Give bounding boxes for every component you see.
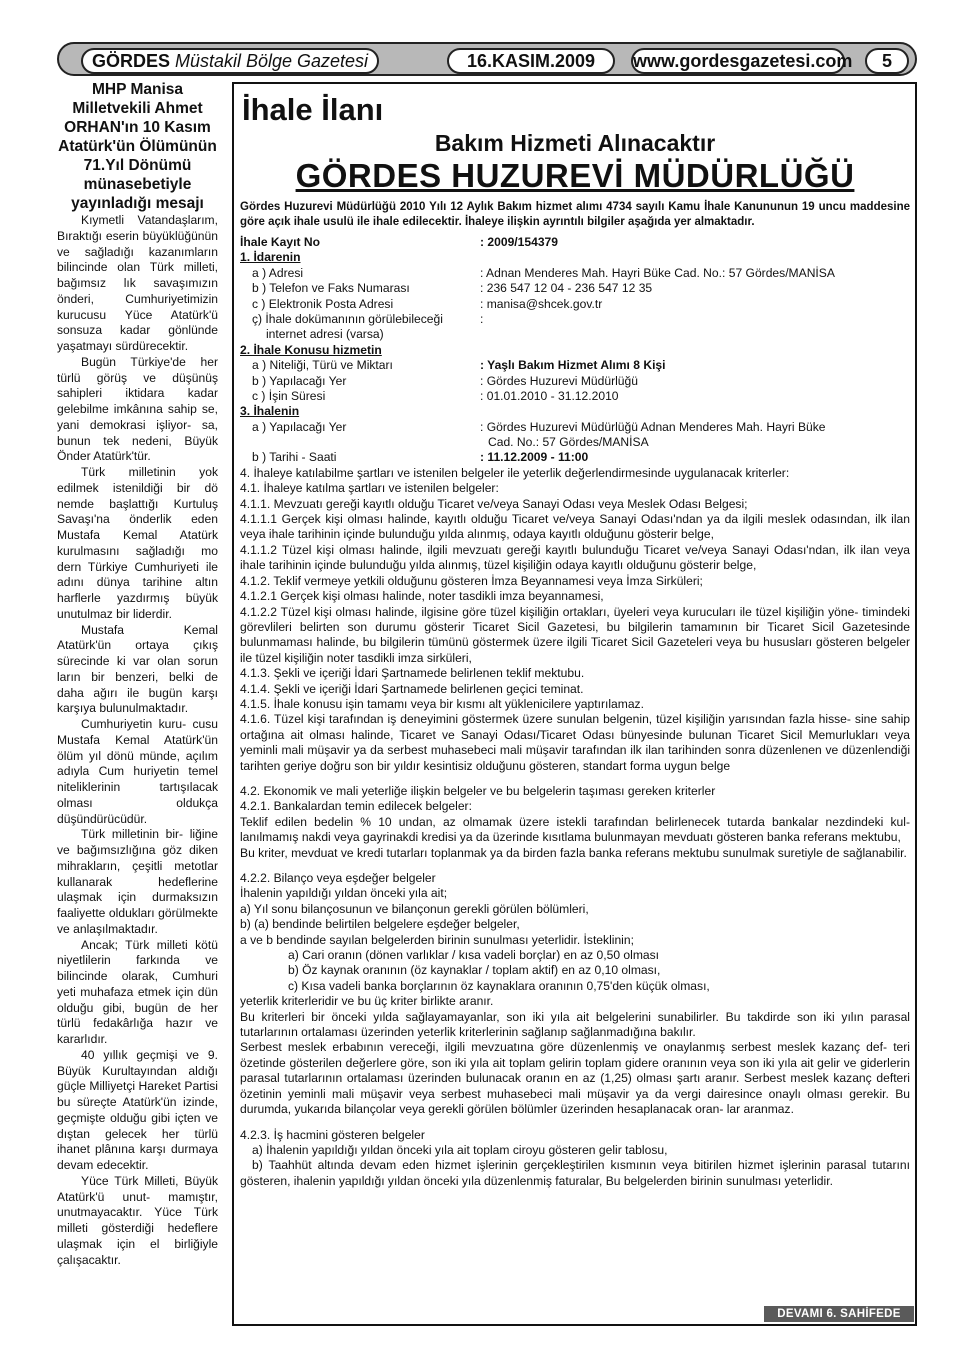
clause-4-2-1-text: Teklif edilen bedelin % 10 undan, az olmamak üzere istekli tarafından belirlenecek tutarda bankalar nezdindeki kul- lanılmamış nakdi veya gayrinakdi kredisi ya da üzerinde kısıtlama bulunmayan mevduatı gösteren banka referans mektubu,: [240, 814, 910, 845]
phone-row: b ) Telefon ve Faks Numarası : 236 547 12 04 - 236 547 12 35: [252, 281, 653, 296]
continued-on-page-badge: DEVAMI 6. SAHİFEDE: [764, 1306, 914, 1322]
left-paragraph: Türk milletinin yok edilmek istenildiği bir dö nemde başlattığı Kurtuluş Savaşı'na önderlik eden Mustafa Kemal Atatürk kurulmasını sağladığı mo dern Türkiye Cumhuriyeti ile adını dünya tarihine altın harflerle yazdırmış büyük unutulmaz bir liderdir.: [57, 465, 218, 621]
registration-value: : 2009/154379: [480, 235, 559, 249]
clause-4-1-5: 4.1.5. İhale konusu işin tamamı veya bir kısmı alt yüklenicilere yaptırılamaz.: [240, 696, 644, 711]
left-column-article: [57, 80, 218, 1268]
clause-4: 4. İhaleye katılabilme şartları ve istenilen belgeler ile yeterlik değerlendirmesinde uygulanacak kriterler:: [240, 465, 790, 480]
issue-date: 16.KASIM.2009: [447, 48, 615, 74]
left-paragraph: Bugün Türkiye'de her türlü görüş ve düşünüş sahipleri iktidara kadar gelebilme imkânına sahip se, yani demokrasi işliyor- sa, bunun tek nedeni, Büyük Önder Atatürk'tür.: [57, 354, 218, 464]
notice-heading: İhale İlanı: [242, 92, 384, 127]
clause-4-2-2-b: b) (a) bendinde belirtilen belgelere eşdeğer belgeler,: [240, 917, 520, 932]
institution-name: GÖRDES HUZUREVİ MÜDÜRLÜĞÜ: [295, 157, 855, 194]
criteria-note: yeterlik kriterleridir ve bu üç kriter birlikte aranır.: [240, 994, 494, 1009]
freelance-note: Serbest meslek erbabının vereceği, ilgili mevzuatına göre düzenlenmiş ve onaylanmış serbest meslek kazanç def- teri özetinde gösterilen değerlere göre, son iki yıla ait toplam gelirin toplam gidere oranının veya son iki yıla ait gelir ve giderlerin parasal tutarlarının ortalaması üzerinden bulunacak oranın en az (1,25) olması şartı aranır. Serbest meslek kazanç defteri özetinin yeminli mali müşavir veya serbest muhasebeci mali müşavir ya da vergi dairesince onaylı olması gerekir. Bu durumda, yukarıda bilançolar veya gerekli görülen bölümler üzerinden hesaplanacak oran- lar aranmaz.: [240, 1040, 910, 1117]
section-3-title: 3. İhalenin: [240, 404, 300, 419]
clause-4-1-1: 4.1.1. Mevzuatı gereği kayıtlı olduğu Ticaret ve/veya Sanayi Odası veya Meslek Odası Belgesi;: [240, 496, 748, 511]
address-row: a ) Adresi : Adnan Menderes Mah. Hayri Büke Cad. No.: 57 Gördes/MANİSA: [252, 265, 835, 280]
email-row: c ) Elektronik Posta Adresi : manisa@shcek.gov.tr: [252, 296, 603, 311]
clause-4-2-1-note: Bu kriter, mevduat ve kredi tutarları toplanmak ya da birden fazla banka referans mektubu sunulmak suretiyle de sağlanabilir.: [240, 845, 907, 860]
clause-4-2-3: 4.2.3. İş hacmini gösteren belgeler: [240, 1127, 425, 1142]
left-paragraph: Yüce Türk Milleti, Büyük Atatürk'ü unut- mamıştır, unutmayacaktır. Yüce Türk milleti gösterdiği hedeflere ulaşmak için el birliğiyle çalışacaktır.: [57, 1173, 218, 1267]
tender-notice-box: [232, 82, 917, 1326]
two-year-note: Bu kriterleri bir önceki yılda sağlayamayanlar, son iki yıla ait belgelerini sunabilirler. Bu takdirde son iki yılın parasal tutarlarının ortalaması üzerinden yeterlik kriterlerinin sağlanıp sağlanmadığına bakılır.: [240, 1009, 910, 1040]
clause-4-2-2-a: a) Yıl sonu bilançosunun ve bilançonun gerekli görülen bölümleri,: [240, 901, 589, 916]
service-duration-row: c ) İşin Süresi : 01.01.2010 - 31.12.2010: [252, 388, 619, 403]
clause-4-1-6: 4.1.6. Tüzel kişi tarafından iş deneyimini göstermek üzere sunulan belgenin, tüzel kişiliğin yarısından fazla hisse- sine sahip ortağına ait olması halinde, Ticaret ve Sanayi Odası/Ticaret Odası bünyesinde bulunan Ticaret Sicil Memurlukları veya yeminli mali müşavir ya da serbest muhasebeci mali müşavir tarafından ilk ilan tarihinden sonra düzenlenen ve düzenlendiği tarihten geriye doğru son bir yıldır kesintisiz olduğunu gösteren, standart forma uygun belge: [240, 712, 910, 773]
clause-4-1-3: 4.1.3. Şekli ve içeriği İdari Şartnamede belirlenen teklif mektubu.: [240, 666, 585, 681]
left-paragraph: Cumhuriyetin kuru- cusu Mustafa Kemal Atatürk'ün ölüm yıl dönü münde, açılım adıyla Cum huriyetin temel niteliklerinin tartışılacak olması oldukça düşündürücüdür.: [57, 717, 218, 826]
paper-name: GÖRDES: [91, 51, 170, 71]
clause-4-1-1-2: 4.1.1.2 Tüzel kişi olması halinde, ilgili mevzuatı gereği kayıtlı bulunduğu Ticaret ve/veya Sanayi Odası'ndan, ilk ilan veya ihale tarihinin içinde bulunduğu yılda alınmış, tüzel kişiliğin odaya kayıtlı olduğunu gösterir belge,: [240, 542, 910, 573]
page-number: 5: [865, 48, 909, 74]
clause-4-1-1-1: 4.1.1.1 Gerçek kişi olması halinde, kayıtlı olduğu Ticaret ve/veya Sanayi Odası'ndan ya da ilgili meslek odasından, ilk ilan veya ihale tarihinin içinde bulunduğu yılda alınmış, odaya kayıtlı olduğunu gösterir belge,: [240, 512, 910, 542]
tender-location-row-2: Cad. No.: 57 Gördes/MANİSA: [488, 435, 649, 450]
clause-4-1-2: 4.1.2. Teklif vermeye yetkili olduğunu gösteren İmza Beyannamesi veya İmza Sirküleri;: [240, 573, 703, 588]
paper-subtitle: Müstakil Bölge Gazetesi: [174, 51, 369, 71]
section-2-title: 2. İhale Konusu hizmetin: [240, 342, 382, 357]
left-paragraph: Mustafa Kemal Atatürk'ün ortaya çıkış sürecinde ki var olan sorun ların bir benzeri, belki de daha ağırı ile bugün karşı karşıya bulunulmaktadır.: [57, 622, 218, 716]
criterion-c: c) Kısa vadeli banka borçlarının öz kaynaklara oranının 0,75'den küçük olması,: [288, 978, 710, 993]
clause-4-2-2-note: a ve b bendinde sayılan belgelerden birinin sunulması yeterlidir. İsteklinin;: [240, 932, 634, 947]
notice-subtitle: Bakım Hizmeti Alınacaktır: [434, 130, 716, 156]
clause-4-1-2-2: 4.1.2.2 Tüzel kişi olması halinde, ilgisine göre tüzel kişiliğin ortakları, üyeleri veya kurucuları ile tüzel kişiliğin yöne- timindeki görevlileri belirten son durumu gösterir Ticaret Sicil Gazetesi, bu bilgilerin tamamının bir Ticaret Sicil Gazetesinde bulunmaması halinde, bu bilgilerin tümünü göstermek üzere ilgili Ticaret Sicil Gazeteleri veya bu hususları gösteren belgeler ile tüzel kişiliğin noter tasdikli imza sirküleri,: [240, 604, 910, 665]
service-location-row: b ) Yapılacağı Yer : Gördes Huzurevi Müdürlüğü: [252, 373, 638, 388]
left-paragraph: Ancak; Türk milleti kötü niyetlilerin farkında ve bilincinde olarak, Cumhuri yeti muhafaza etmek için dün olduğu gibi, bugün de her türlü fedakârlığa hazır ve kararlıdır.: [57, 937, 218, 1046]
clause-4-2: 4.2. Ekonomik ve mali yeterliğe ilişkin belgeler ve bu belgelerin taşıması gereken kriterler: [240, 783, 716, 798]
clause-4-2-2: 4.2.2. Bilanço veya eşdeğer belgeler: [240, 871, 436, 886]
clause-4-1-2-1: 4.1.2.1 Gerçek kişi olması halinde, noter tasdikli imza beyannamesi,: [240, 589, 604, 604]
clause-4-1-4: 4.1.4. Şekli ve içeriği İdari Şartnamede belirlenen geçici teminat.: [240, 681, 584, 696]
document-url-row-2: internet adresi (varsa): [266, 327, 384, 342]
clause-4-2-3-a: a) İhalenin yapıldığı yıldan önceki yıla ait toplam ciroyu gösteren gelir tablosu,: [252, 1142, 668, 1157]
criterion-b: b) Öz kaynak oranının (öz kaynaklar / toplam aktif) en az 0,10 olması,: [288, 963, 661, 978]
website: www.gordesgazetesi.com: [631, 48, 845, 74]
document-url-row: ç) İhale dokümanının görülebileceği :: [252, 311, 484, 326]
notice-intro: Gördes Huzurevi Müdürlüğü 2010 Yılı 12 Aylık Bakım hizmet alımı 4734 sayılı Kamu İhale Kanununun 19 uncu maddesine göre açık ihale usulü ile ihale edilecektir. İhaleye ilişkin ayrıntılı bilgiler aşağıda yer almaktadır.: [240, 201, 910, 228]
tender-date-row: b ) Tarihi - Saati : 11.12.2009 - 11:00: [252, 450, 589, 465]
registration-label: İhale Kayıt No: [240, 235, 320, 249]
tender-location-row: a ) Yapılacağı Yer : Gördes Huzurevi Müdürlüğü Adnan Menderes Mah. Hayri Büke: [252, 419, 826, 434]
registration-row: [240, 235, 910, 250]
criterion-a: a) Cari oranın (dönen varlıklar / kısa vadeli borçlar) en az 0,50 olması: [288, 948, 660, 963]
masthead-bar: [57, 42, 917, 76]
clause-4-2-1: 4.2.1. Bankalardan temin edilecek belgeler:: [240, 799, 472, 814]
service-type-row: a ) Niteliği, Türü ve Miktarı : Yaşlı Bakım Hizmet Alımı 8 Kişi: [252, 358, 666, 373]
clause-4-1: 4.1. İhaleye katılma şartları ve istenilen belgeler:: [240, 481, 499, 496]
clause-4-2-3-b: b) Taahhüt altında devam eden hizmet işlerinin gerçekleştirilen kısmının veya bitirilen hizmet işlerinin parasal tutarını gösteren, ihalenin yapıldığı yıldan önceki yıla düzenlenmiş faturalar, Bu belgelerden birinin sunulması yeterlidir.: [240, 1158, 910, 1188]
left-article-title: MHP Manisa Milletvekili Ahmet ORHAN'ın 10 Kasım Atatürk'ün Ölümünün 71.Yıl Dönümü münasebetiyle yayınladığı mesajı: [58, 81, 217, 212]
left-paragraph: Türk milletinin bir- liğine ve bağımsızlığına göz diken mihrakların, çeşitli metotlar kullanarak hedeflerine ulaşmak için durmaksızın faaliyette oldukları görülmekte ve anlaşılmaktadır.: [57, 827, 218, 936]
left-paragraph: Kıymetli Vatandaşlarım, Bıraktığı eserin büyüklüğünün ve sağladığı kazanımların bilincinde olan Türk milleti, bağımsız lık savaşımızın önderi, Cumhuriyetimizin kurucusu Yüce Atatürk'ü sonsuza kadar gönlünde yaşatmayı sürdürecektir.: [57, 213, 218, 353]
left-paragraph: 40 yıllık geçmişi ve 9. Büyük Kurultayından aldığı güçle Milliyetçi Hareket Partisi bu süreçte Atatürk'ün izinde, geçmişte olduğu gibi içten ve dıştan gelecek her türlü ihanet plânına karşı durmaya devam edecektir.: [57, 1047, 218, 1172]
paper-name-pill: [81, 48, 379, 74]
clause-4-2-2-text: İhalenin yapıldığı yıldan önceki yıla ait;: [240, 886, 448, 901]
section-1-title: 1. İdarenin: [240, 250, 301, 265]
